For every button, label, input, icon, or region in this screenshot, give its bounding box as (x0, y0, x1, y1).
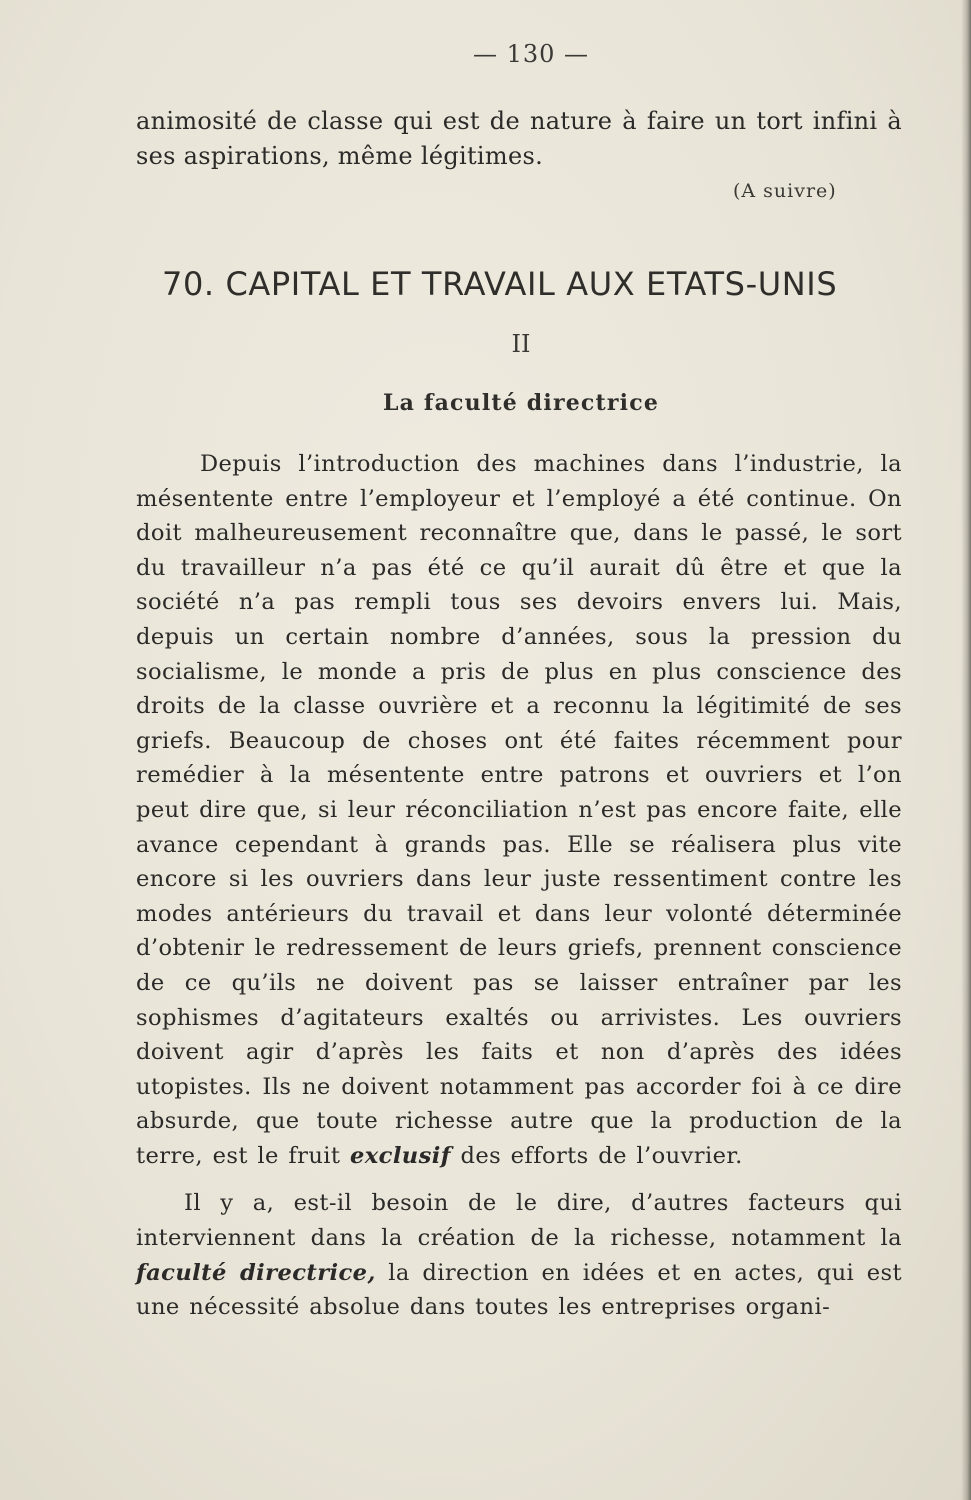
page-number: — 130 — (472, 40, 590, 68)
paragraph-1-end: des efforts de l’ouvrier. (460, 1142, 743, 1169)
article-body (136, 447, 902, 1325)
paragraph-1-emphasis: exclusif (350, 1142, 451, 1169)
continuation-text: animosité de classe qui est de nature à faire un tort infini à ses aspirations, même légitimes. (136, 107, 902, 170)
body-paragraph-2 (136, 1186, 902, 1324)
body-paragraph-1 (136, 447, 902, 1173)
paragraph-2-end: la direction en idées et en actes, qui est une nécessité absolue dans toutes les entreprises organi- (136, 1259, 902, 1321)
section-title: La faculté directrice (382, 390, 660, 416)
article-title: 70. CAPITAL ET TRAVAIL AUX ETATS-UNIS (162, 265, 838, 303)
page-binding-shadow (961, 0, 971, 1500)
paragraph-1-text: Depuis l’introduction des machines dans l’industrie, la mésentente entre l’employeur et l’employé a été continue. On doit malheureusement reconnaître que, dans le passé, le sort du travailleur n’a pas été ce qu’il aurait dû être et que la société n’a pas rempli tous ses devoirs envers lui. Mais, depuis un certain nombre d’années, sous la pression du socialisme, le monde a pris de plus en plus conscience des droits de la classe ouvrière et a reconnu la légitimité de ses griefs. Beaucoup de choses ont été faites récemment pour remédier à la mésentente entre patrons et ouvriers et l’on peut dire que, si leur réconciliation n’est pas encore faite, elle avance cependant à grands pas. Elle se réalisera plus vite encore si les ouvriers dans leur juste ressentiment contre les modes antérieurs du travail et dans leur volonté déterminée d’obtenir le redressement de leurs griefs, prennent conscience de ce qu’ils ne doivent pas se laisser entraîner par les sophismes d’agitateurs exaltés ou arrivistes. Les ouvriers doivent agir d’après les faits et non d’après des idées utopistes. Ils ne doivent notamment pas accorder foi à ce dire absurde, que toute richesse autre que la production de la terre, est le fruit (136, 451, 902, 1169)
paragraph-2-emphasis: faculté directrice, (136, 1259, 376, 1286)
to-be-continued-note: (A suivre) (733, 180, 837, 202)
part-number: II (511, 330, 531, 358)
paragraph-2-start: Il y a, est-il besoin de le dire, d’autres facteurs qui interviennent dans la création de la richesse, notamment la (136, 1190, 902, 1252)
continuation-paragraph (136, 104, 902, 174)
